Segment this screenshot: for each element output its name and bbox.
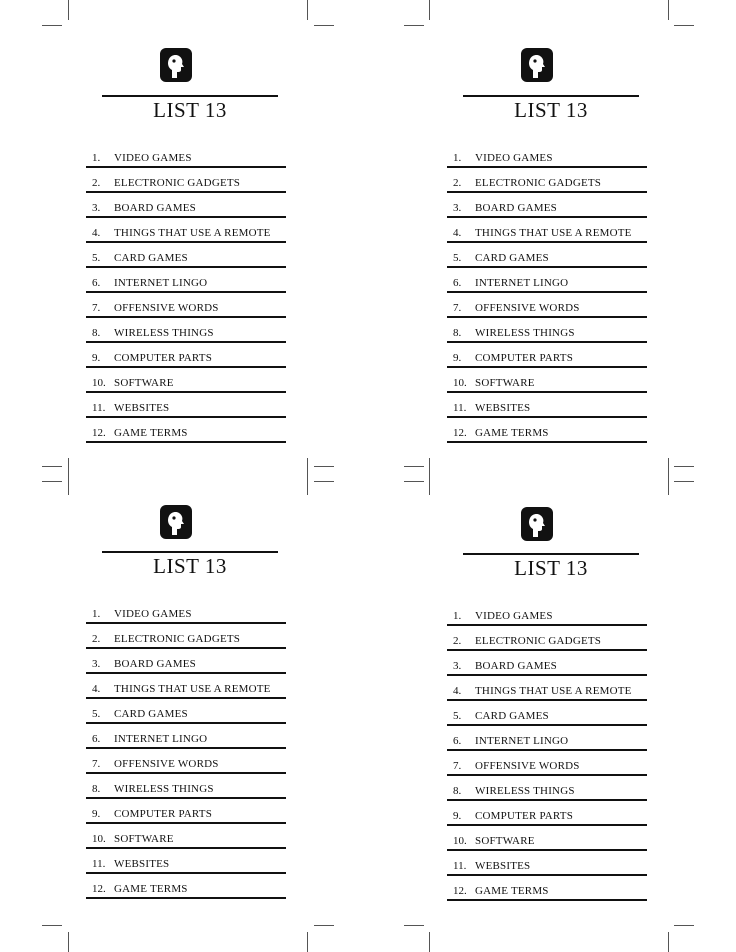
- list-card: [447, 507, 647, 907]
- list-item: [86, 874, 286, 899]
- list-item: [447, 626, 647, 651]
- list-items: [86, 599, 286, 899]
- item-number: 1.: [92, 608, 101, 620]
- list-item: [86, 293, 286, 318]
- crop-mark: [314, 25, 334, 26]
- list-item: [86, 849, 286, 874]
- crop-mark: [42, 25, 62, 26]
- crop-mark: [307, 932, 308, 952]
- list-item: [86, 799, 286, 824]
- item-label: INTERNET LINGO: [475, 277, 569, 289]
- item-number: 9.: [92, 808, 101, 820]
- item-label: SOFTWARE: [114, 377, 174, 389]
- crop-mark: [668, 0, 669, 20]
- item-label: OFFENSIVE WORDS: [475, 302, 580, 314]
- list-item: [447, 143, 647, 168]
- crop-mark: [307, 475, 308, 495]
- item-label: WEBSITES: [114, 402, 170, 414]
- list-item: [447, 368, 647, 393]
- item-label: WIRELESS THINGS: [114, 327, 214, 339]
- item-label: CARD GAMES: [475, 710, 549, 722]
- item-number: 3.: [92, 202, 101, 214]
- item-label: WIRELESS THINGS: [475, 785, 575, 797]
- crop-mark: [314, 466, 334, 467]
- item-number: 10.: [92, 833, 106, 845]
- list-item: [86, 368, 286, 393]
- title-rule: [102, 95, 278, 97]
- list-item: [447, 168, 647, 193]
- item-label: COMPUTER PARTS: [475, 352, 574, 364]
- list-item: [86, 824, 286, 849]
- list-item: [447, 293, 647, 318]
- list-card: [86, 505, 286, 905]
- list-items: [447, 143, 647, 443]
- item-number: 8.: [92, 327, 101, 339]
- crop-mark: [68, 932, 69, 952]
- item-number: 9.: [453, 352, 462, 364]
- item-label: COMPUTER PARTS: [475, 810, 574, 822]
- list-title: LIST 13: [514, 556, 588, 580]
- item-label: INTERNET LINGO: [475, 735, 569, 747]
- list-item: [447, 751, 647, 776]
- item-number: 11.: [453, 402, 467, 414]
- item-number: 10.: [92, 377, 106, 389]
- item-number: 3.: [453, 660, 462, 672]
- crop-mark: [429, 475, 430, 495]
- head-silhouette-icon: [521, 507, 553, 541]
- list-item: [86, 318, 286, 343]
- item-number: 7.: [92, 758, 101, 770]
- item-label: WIRELESS THINGS: [475, 327, 575, 339]
- item-label: VIDEO GAMES: [475, 152, 553, 164]
- title-rule: [102, 551, 278, 553]
- crop-mark: [674, 481, 694, 482]
- item-label: SOFTWARE: [114, 833, 174, 845]
- item-number: 6.: [92, 733, 101, 745]
- item-label: BOARD GAMES: [475, 202, 557, 214]
- crop-mark: [668, 932, 669, 952]
- item-number: 6.: [453, 735, 462, 747]
- item-label: CARD GAMES: [114, 708, 188, 720]
- list-item: [447, 243, 647, 268]
- item-label: THINGS THAT USE A REMOTE: [475, 227, 632, 239]
- crop-mark: [68, 475, 69, 495]
- item-label: GAME TERMS: [475, 885, 549, 897]
- item-label: VIDEO GAMES: [475, 610, 553, 622]
- item-number: 9.: [453, 810, 462, 822]
- item-number: 10.: [453, 377, 467, 389]
- item-number: 10.: [453, 835, 467, 847]
- item-label: VIDEO GAMES: [114, 608, 192, 620]
- list-item: [447, 343, 647, 368]
- item-label: INTERNET LINGO: [114, 733, 208, 745]
- list-item: [447, 851, 647, 876]
- item-label: GAME TERMS: [114, 883, 188, 895]
- item-number: 2.: [92, 177, 101, 189]
- item-number: 6.: [92, 277, 101, 289]
- crop-mark: [404, 25, 424, 26]
- list-item: [447, 318, 647, 343]
- list-title: LIST 13: [153, 554, 227, 578]
- item-label: CARD GAMES: [114, 252, 188, 264]
- item-number: 5.: [92, 708, 101, 720]
- list-item: [86, 649, 286, 674]
- crop-mark: [42, 466, 62, 467]
- item-number: 3.: [92, 658, 101, 670]
- list-item: [447, 801, 647, 826]
- item-number: 12.: [92, 883, 106, 895]
- crop-mark: [314, 481, 334, 482]
- list-item: [86, 143, 286, 168]
- item-label: COMPUTER PARTS: [114, 352, 213, 364]
- item-number: 12.: [453, 885, 467, 897]
- item-label: THINGS THAT USE A REMOTE: [114, 227, 271, 239]
- list-item: [447, 826, 647, 851]
- item-number: 4.: [92, 683, 101, 695]
- list-item: [447, 726, 647, 751]
- list-item: [86, 624, 286, 649]
- list-card: [447, 48, 647, 448]
- item-number: 1.: [453, 152, 462, 164]
- item-number: 2.: [453, 177, 462, 189]
- list-item: [86, 393, 286, 418]
- crop-mark: [674, 925, 694, 926]
- crop-mark: [404, 925, 424, 926]
- item-label: SOFTWARE: [475, 835, 535, 847]
- item-label: OFFENSIVE WORDS: [114, 758, 219, 770]
- list-item: [86, 343, 286, 368]
- list-item: [447, 651, 647, 676]
- list-item: [86, 268, 286, 293]
- list-item: [447, 776, 647, 801]
- crop-mark: [429, 932, 430, 952]
- item-number: 1.: [453, 610, 462, 622]
- crop-mark: [42, 925, 62, 926]
- item-label: THINGS THAT USE A REMOTE: [475, 685, 632, 697]
- item-label: CARD GAMES: [475, 252, 549, 264]
- crop-mark: [42, 481, 62, 482]
- item-label: OFFENSIVE WORDS: [114, 302, 219, 314]
- list-item: [447, 676, 647, 701]
- list-item: [86, 243, 286, 268]
- item-number: 9.: [92, 352, 101, 364]
- item-number: 8.: [92, 783, 101, 795]
- item-number: 11.: [92, 402, 106, 414]
- item-number: 12.: [92, 427, 106, 439]
- item-number: 2.: [92, 633, 101, 645]
- list-items: [86, 143, 286, 443]
- list-item: [86, 749, 286, 774]
- list-item: [86, 193, 286, 218]
- item-number: 7.: [453, 302, 462, 314]
- item-number: 5.: [453, 252, 462, 264]
- crop-mark: [674, 466, 694, 467]
- item-label: BOARD GAMES: [475, 660, 557, 672]
- crop-mark: [68, 0, 69, 20]
- crop-mark: [404, 481, 424, 482]
- item-label: WEBSITES: [114, 858, 170, 870]
- crop-mark: [674, 25, 694, 26]
- item-label: SOFTWARE: [475, 377, 535, 389]
- item-number: 8.: [453, 785, 462, 797]
- list-item: [86, 699, 286, 724]
- item-label: THINGS THAT USE A REMOTE: [114, 683, 271, 695]
- list-item: [86, 168, 286, 193]
- item-number: 11.: [453, 860, 467, 872]
- list-item: [86, 774, 286, 799]
- item-number: 2.: [453, 635, 462, 647]
- title-rule: [463, 95, 639, 97]
- list-card: [86, 48, 286, 448]
- list-item: [447, 601, 647, 626]
- list-item: [86, 218, 286, 243]
- item-label: INTERNET LINGO: [114, 277, 208, 289]
- item-label: OFFENSIVE WORDS: [475, 760, 580, 772]
- item-number: 11.: [92, 858, 106, 870]
- list-item: [447, 876, 647, 901]
- crop-mark: [314, 925, 334, 926]
- item-label: WIRELESS THINGS: [114, 783, 214, 795]
- list-item: [447, 268, 647, 293]
- item-label: BOARD GAMES: [114, 202, 196, 214]
- item-label: GAME TERMS: [475, 427, 549, 439]
- item-number: 6.: [453, 277, 462, 289]
- item-label: WEBSITES: [475, 402, 531, 414]
- list-item: [447, 393, 647, 418]
- item-number: 4.: [453, 685, 462, 697]
- item-label: BOARD GAMES: [114, 658, 196, 670]
- list-title: LIST 13: [514, 98, 588, 122]
- list-item: [447, 193, 647, 218]
- head-silhouette-icon: [160, 48, 192, 82]
- item-number: 8.: [453, 327, 462, 339]
- item-label: ELECTRONIC GADGETS: [114, 177, 241, 189]
- item-label: COMPUTER PARTS: [114, 808, 213, 820]
- crop-mark: [307, 0, 308, 20]
- crop-mark: [429, 0, 430, 20]
- list-item: [86, 418, 286, 443]
- item-number: 3.: [453, 202, 462, 214]
- item-label: ELECTRONIC GADGETS: [475, 177, 602, 189]
- list-item: [86, 599, 286, 624]
- head-silhouette-icon: [160, 505, 192, 539]
- list-title: LIST 13: [153, 98, 227, 122]
- item-number: 7.: [92, 302, 101, 314]
- item-label: GAME TERMS: [114, 427, 188, 439]
- list-item: [447, 218, 647, 243]
- item-label: ELECTRONIC GADGETS: [475, 635, 602, 647]
- item-label: WEBSITES: [475, 860, 531, 872]
- list-item: [447, 418, 647, 443]
- item-number: 4.: [453, 227, 462, 239]
- head-silhouette-icon: [521, 48, 553, 82]
- list-items: [447, 601, 647, 901]
- item-label: VIDEO GAMES: [114, 152, 192, 164]
- item-number: 5.: [453, 710, 462, 722]
- item-number: 1.: [92, 152, 101, 164]
- title-rule: [463, 553, 639, 555]
- list-item: [86, 724, 286, 749]
- item-number: 4.: [92, 227, 101, 239]
- crop-mark: [404, 466, 424, 467]
- crop-mark: [668, 475, 669, 495]
- item-number: 12.: [453, 427, 467, 439]
- list-item: [86, 674, 286, 699]
- list-item: [447, 701, 647, 726]
- item-label: ELECTRONIC GADGETS: [114, 633, 241, 645]
- item-number: 7.: [453, 760, 462, 772]
- item-number: 5.: [92, 252, 101, 264]
